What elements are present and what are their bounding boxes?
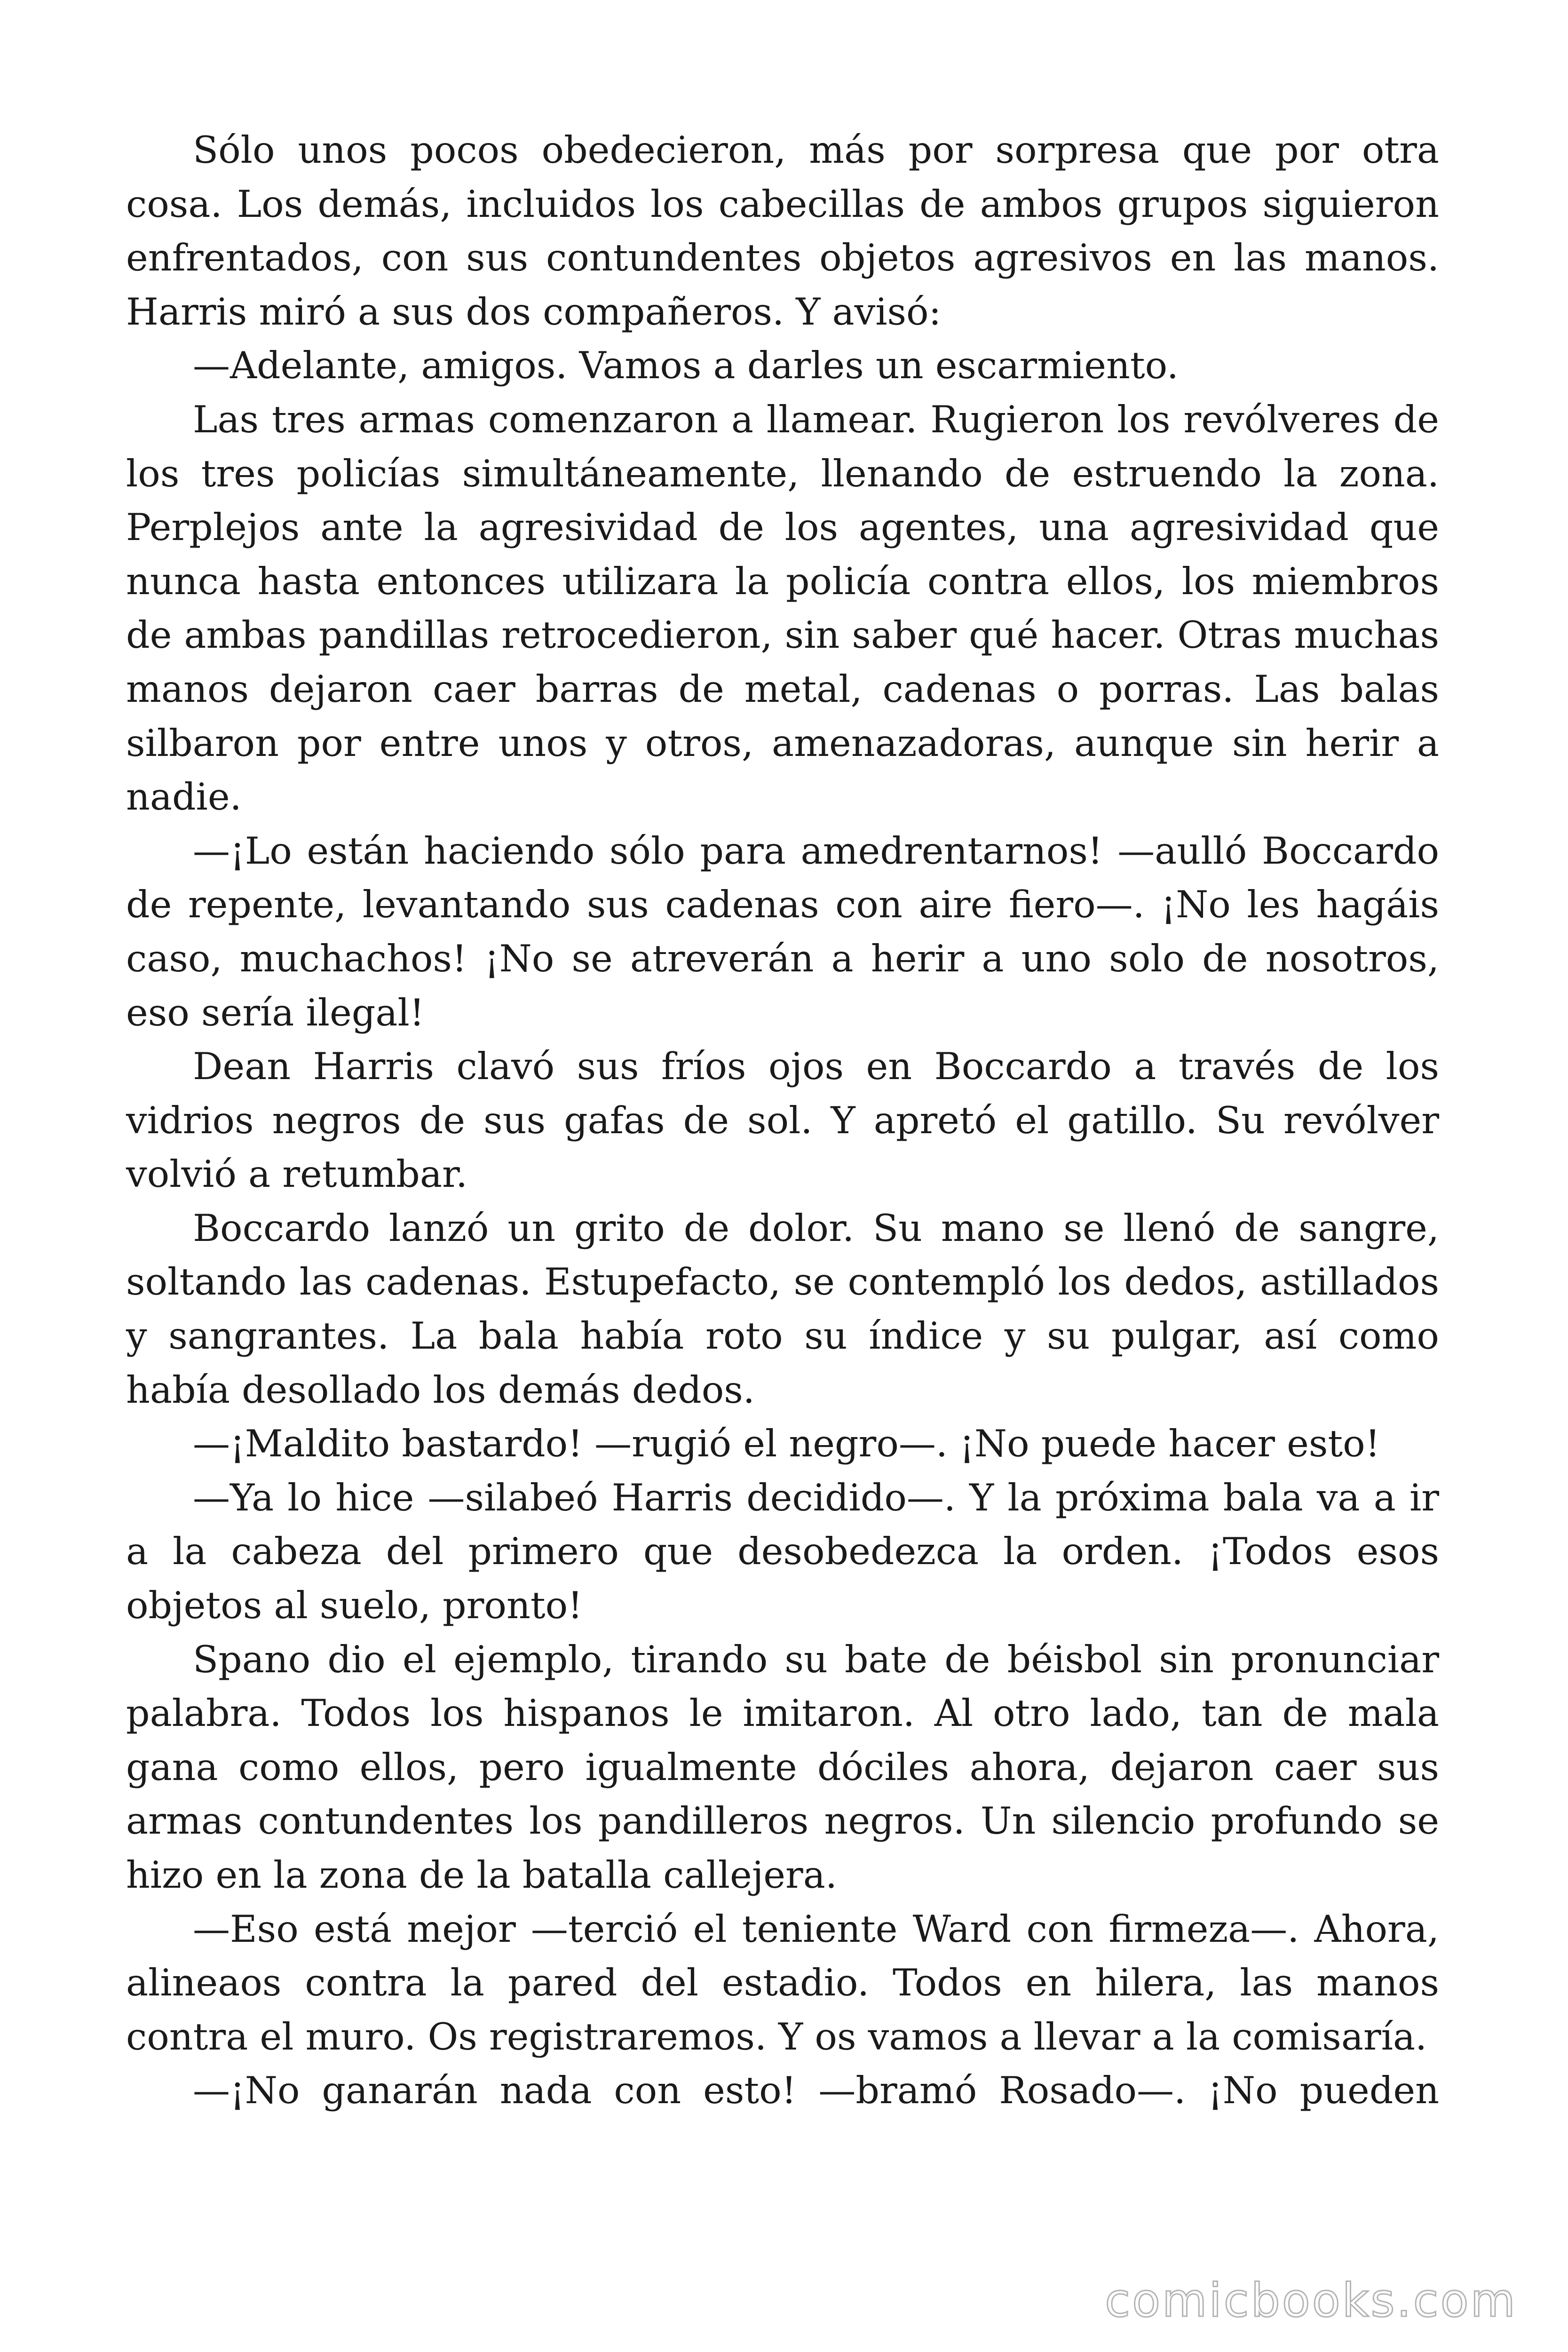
paragraph: Boccardo lanzó un grito de dolor. Su mano se llenó de sangre, soltando las cadenas. Estupefacto, se contempló los dedos, astillados y sangrantes. La bala había roto su índice y su pulgar, así como había desollado los demás dedos. xyxy=(126,1206,1439,1412)
paragraph: —Adelante, amigos. Vamos a darles un escarmiento. xyxy=(193,344,1179,388)
body-text xyxy=(126,123,1439,2118)
paragraph-continued: —¡No ganarán nada con esto! —bramó Rosado—. ¡No pueden xyxy=(193,2069,1439,2113)
paragraph: Sólo unos pocos obedecieron, más por sorpresa que por otra cosa. Los demás, incluidos los cabecillas de ambos grupos siguieron enfrentados, con sus contundentes objetos agresivos en las manos. Harris miró a sus dos compañeros. Y avisó: xyxy=(126,128,1439,334)
paragraph: —¡Lo están haciendo sólo para amedrentarnos! —aulló Boccardo de repente, levantando sus cadenas con aire fiero—. ¡No les hagáis caso, muchachos! ¡No se atreverán a herir a uno solo de nosotros, eso sería ilegal! xyxy=(126,829,1439,1034)
paragraph: —Ya lo hice —silabeó Harris decidido—. Y la próxima bala va a ir a la cabeza del primero que desobedezca la orden. ¡Todos esos objetos al suelo, pronto! xyxy=(126,1476,1439,1628)
paragraph: Las tres armas comenzaron a llamear. Rugieron los revólveres de los tres policías simultáneamente, llenando de estruendo la zona. Perplejos ante la agresividad de los agentes, una agresividad que nunca hasta entonces utilizara la policía contra ellos, los miembros de ambas pandillas retrocedieron, sin saber qué hacer. Otras muchas manos dejaron caer barras de metal, cadenas o porras. Las balas silbaron por entre unos y otros, amenazadoras, aunque sin herir a nadie. xyxy=(126,397,1439,819)
paragraph: —¡Maldito bastardo! —rugió el negro—. ¡No puede hacer esto! xyxy=(193,1422,1380,1466)
watermark: comicbooks.com xyxy=(1105,2274,1517,2328)
paragraph: —Eso está mejor —terció el teniente Ward con firmeza—. Ahora, alineaos contra la pared del estadio. Todos en hilera, las manos contra el muro. Os registraremos. Y os vamos a llevar a la comisaría. xyxy=(126,1907,1439,2058)
paragraph: Dean Harris clavó sus fríos ojos en Boccardo a través de los vidrios negros de sus gafas de sol. Y apretó el gatillo. Su revólver volvió a retumbar. xyxy=(126,1045,1439,1196)
paragraph: Spano dio el ejemplo, tirando su bate de béisbol sin pronunciar palabra. Todos los hispanos le imitaron. Al otro lado, tan de mala gana como ellos, pero igualmente dóciles ahora, dejaron caer sus armas contundentes los pandilleros negros. Un silencio profundo se hizo en la zona de la batalla callejera. xyxy=(126,1637,1439,1897)
